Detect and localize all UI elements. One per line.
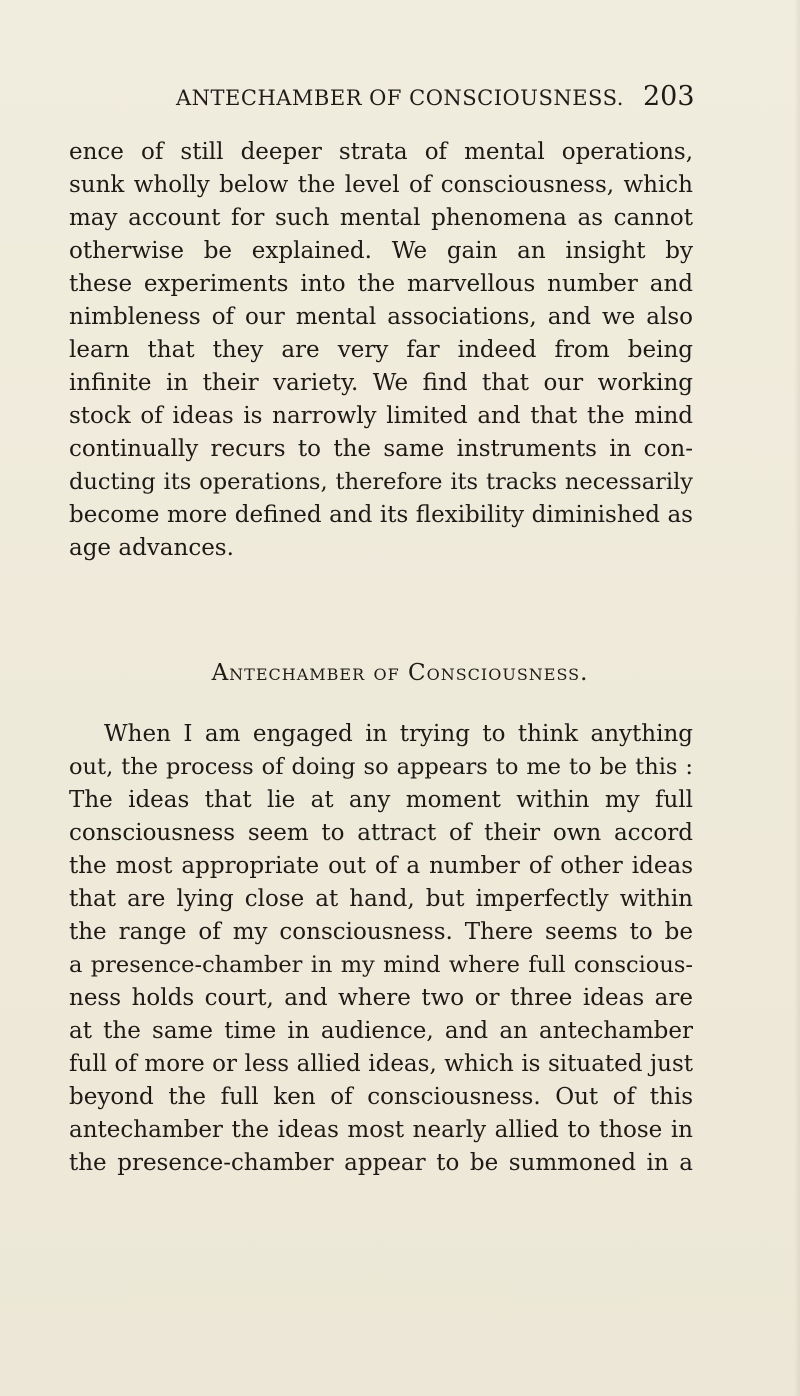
text-line: learn that they are very far indeed from being [69, 337, 693, 363]
text-line: a presence-chamber in my mind where full conscious- [69, 952, 693, 978]
text-line: otherwise be explained. We gain an insight by [69, 238, 693, 264]
text-line: out, the process of doing so appears to me to be this : [69, 754, 693, 780]
page-number: 203 [643, 81, 695, 112]
text-line: ence of still deeper strata of mental operations, [69, 139, 693, 165]
text-line: ducting its operations, therefore its tracks necessarily [69, 469, 693, 495]
text-line: The ideas that lie at any moment within my full [69, 787, 693, 813]
text-line: beyond the full ken of consciousness. Out of this [69, 1084, 693, 1110]
text-line: the most appropriate out of a number of other ideas [69, 853, 693, 879]
text-line: ness holds court, and where two or three ideas are [69, 985, 693, 1011]
text-line: continually recurs to the same instruments in con- [69, 436, 693, 462]
text-line: may account for such mental phenomena as cannot [69, 205, 693, 231]
text-line: full of more or less allied ideas, which is situated just [69, 1051, 693, 1077]
paragraph-continued [69, 136, 693, 565]
text-line: antechamber the ideas most nearly allied to those in [69, 1117, 693, 1143]
text-line: consciousness seem to attract of their own accord [69, 820, 693, 846]
text-line: at the same time in audience, and an antechamber [69, 1018, 693, 1044]
running-head: ANTECHAMBER OF CONSCIOUSNESS. [176, 86, 624, 110]
section-heading: Antechamber of Consciousness. [211, 660, 589, 686]
text-line: that are lying close at hand, but imperfectly within [69, 886, 693, 912]
paragraph-antechamber [69, 718, 693, 1180]
text-line: stock of ideas is narrowly limited and that the mind [69, 403, 693, 429]
text-line: When I am engaged in trying to think anything [104, 721, 693, 747]
text-line: sunk wholly below the level of consciousness, which [69, 172, 693, 198]
page-edge-shadow [794, 0, 800, 1396]
text-line: age advances. [69, 535, 234, 561]
text-line: infinite in their variety. We find that our working [69, 370, 693, 396]
text-line: the presence-chamber appear to be summoned in a [69, 1150, 693, 1176]
text-line: the range of my consciousness. There seems to be [69, 919, 693, 945]
text-line: nimbleness of our mental associations, and we also [69, 304, 693, 330]
text-line: become more defined and its flexibility diminished as [69, 502, 693, 528]
text-line: these experiments into the marvellous number and [69, 271, 693, 297]
